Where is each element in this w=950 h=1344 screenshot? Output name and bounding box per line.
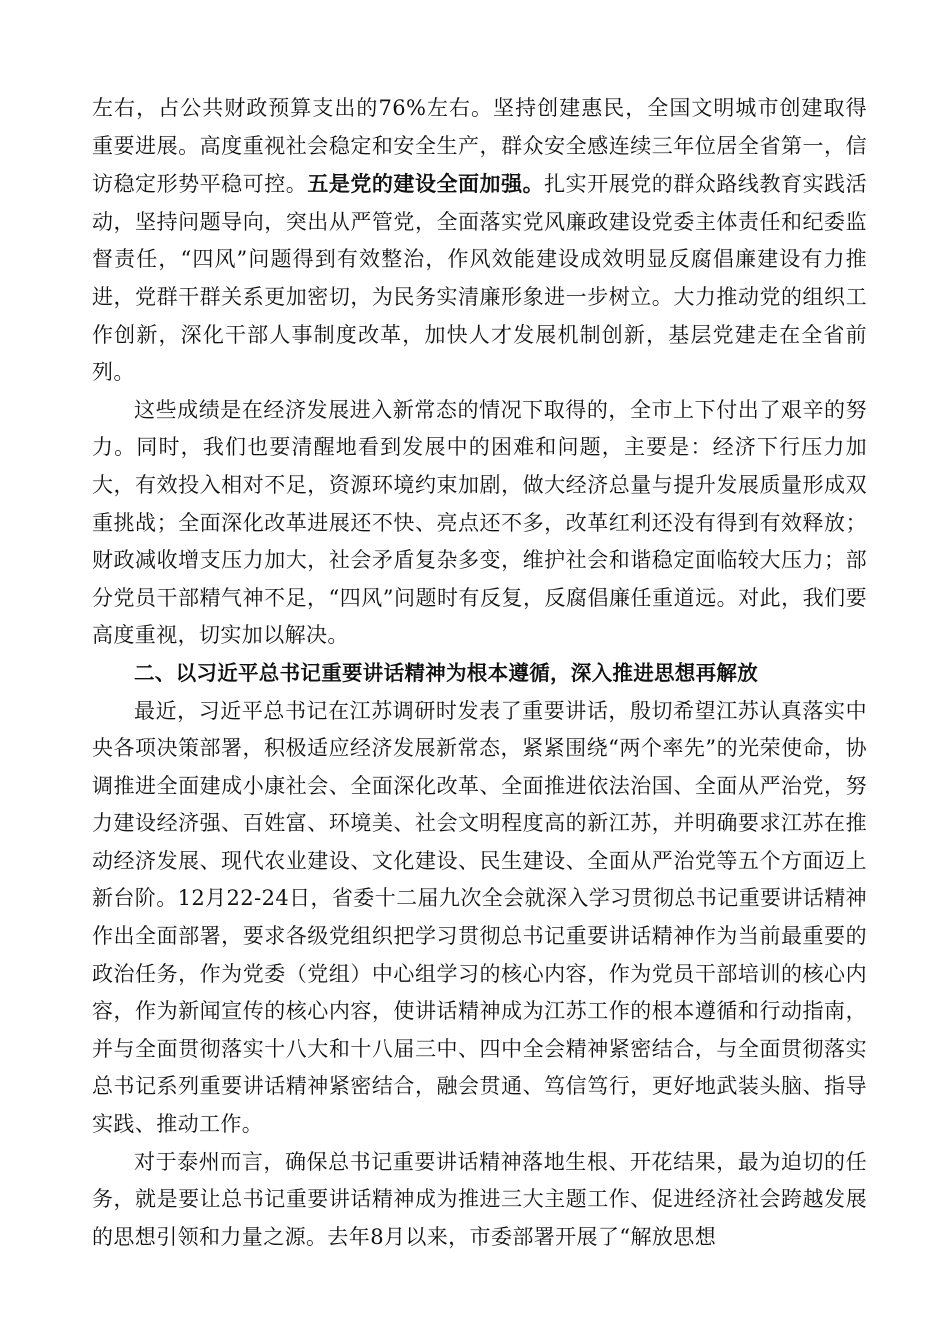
- section-heading: 二、以习近平总书记重要讲话精神为根本遵循，深入推进思想再解放: [134, 660, 758, 685]
- paragraph-achievements-problems: 这些成绩是在经济发展进入新常态的情况下取得的，全市上下付出了艰辛的努力。同时，我们也要清醒地看到发展中的困难和问题，主要是：经济下行压力加大，有效投入相对不足，资源环境约束加剧，做大经济总量与提升发展质量形成双重挑战；全面深化改革进展还不快、亮点还不多，改革红利还没有得到有效释放；财政减收增支压力加大，社会矛盾复杂多变，维护社会和谐稳定面临较大压力；部分党员干部精气神不足，“四风”问题时有反复，反腐倡廉任重道远。对此，我们要高度重视，切实加以解决。: [92, 397, 867, 648]
- paragraph-continuation: [92, 90, 867, 392]
- paragraph-speech-summary: 最近，习近平总书记在江苏调研时发表了重要讲话，殷切希望江苏认真落实中央各项决策部署，积极适应经济发展新常态，紧紧围绕“两个率先”的光荣使命，协调推进全面建成小康社会、全面深化改革、全面推进依法治国、全面从严治党，努力建设经济强、百姓富、环境美、社会文明程度高的新江苏，并明确要求江苏在推动经济发展、现代农业建设、文化建设、民生建设、全面从严治党等五个方面迈上新台阶。12月22-24日，省委十二届九次全会就深入学习贯彻总书记重要讲话精神作出全面部署，要求各级党组织把学习贯彻总书记重要讲话精神作为当前最重要的政治任务，作为党委（党组）中心组学习的核心内容，作为党员干部培训的核心内容，作为新闻宣传的核心内容，使讲话精神成为江苏工作的根本遵循和行动指南，并与全面贯彻落实十八大和十八届三中、四中全会精神紧密结合，与全面贯彻落实总书记系列重要讲话精神紧密结合，融会贯通、笃信笃行，更好地武装头脑、指导实践、推动工作。: [92, 698, 867, 1137]
- bold-lead-sentence: 五是党的建设全面加强。: [307, 171, 545, 197]
- paragraph-text: 左右，占公共财政预算支出的76%左右。坚持创建惠民，全国文明城市创建取得重要进展。高度重视社会稳定和安全生产，群众安全感连续三年位居全省第一，信访稳定形势平稳可控。: [92, 96, 867, 197]
- document-body: [92, 90, 867, 1256]
- paragraph-taizhou: 对于泰州而言，确保总书记重要讲话精神落地生根、开花结果，最为迫切的任务，就是要让总书记重要讲话精神成为推进三大主题工作、促进经济社会跨越发展的思想引领和力量之源。去年8月以来，市委部署开展了“解放思想: [92, 1149, 867, 1249]
- paragraph-text: 扎实开展党的群众路线教育实践活动，坚持问题导向，突出从严管党，全面落实党风廉政建设党委主体责任和纪委监督责任，“四风”问题得到有效整治，作风效能建设成效明显反腐倡廉建设有力推进，党群干群关系更加密切，为民务实清廉形象进一步树立。大力推动党的组织工作创新，深化干部人事制度改革，加快人才发展机制创新，基层党建走在全省前列。: [92, 172, 867, 385]
